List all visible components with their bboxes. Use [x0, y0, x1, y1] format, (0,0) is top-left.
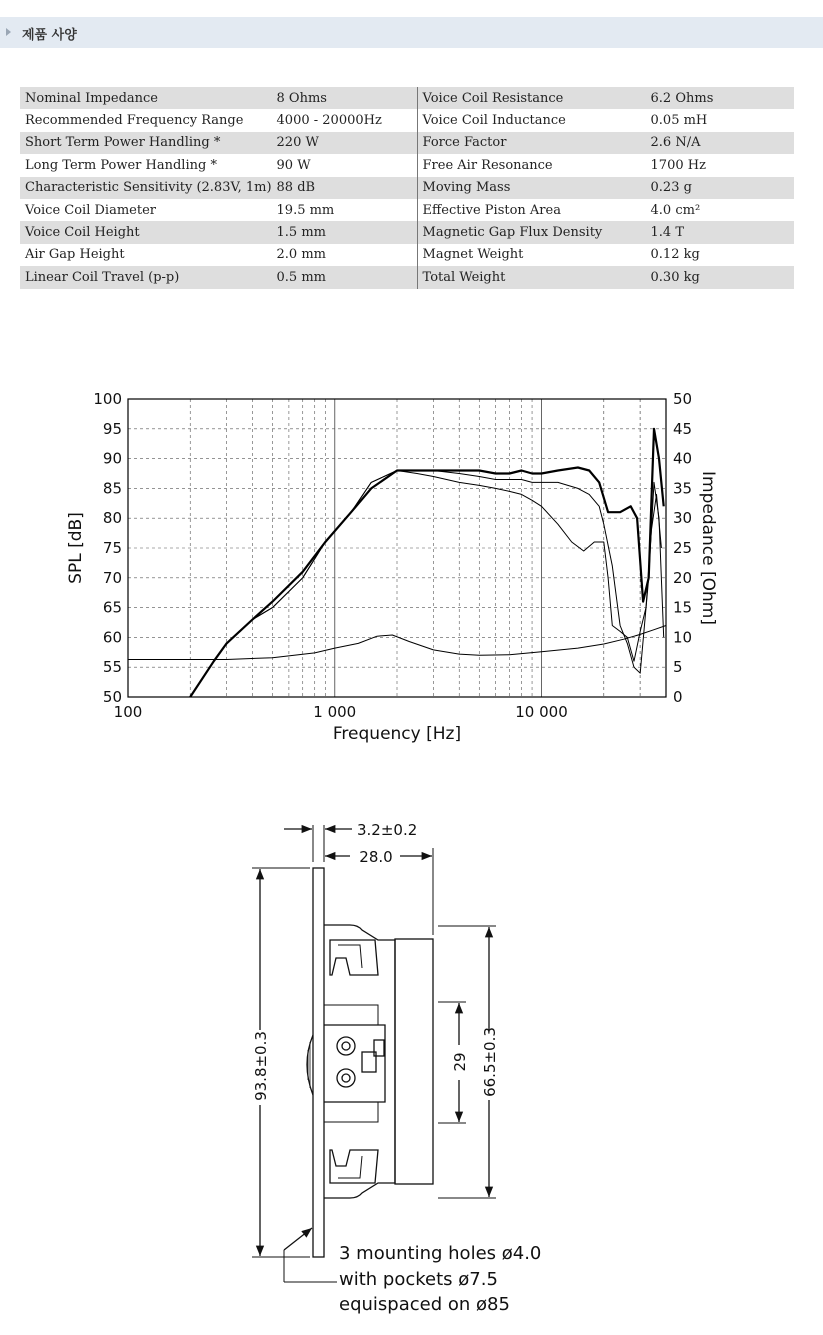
spec-value: 2.6 N/A — [646, 132, 794, 154]
spec-value: 0.23 g — [646, 177, 794, 199]
spec-value: 19.5 mm — [276, 202, 335, 218]
spec-value: 1700 Hz — [650, 157, 706, 173]
spec-value: 8 Ohms — [272, 87, 418, 109]
y-tick-label: 65 — [102, 598, 122, 617]
spec-label: Recommended Frequency Range — [25, 113, 244, 129]
spec-value: 0.30 kg — [646, 266, 794, 288]
spec-value: 0.05 mH — [650, 113, 708, 129]
note-equispaced: equispaced on ø85 — [339, 1294, 510, 1315]
dim-body-height: 66.5±0.3 — [481, 1027, 499, 1097]
spec-label: Force Factor — [417, 132, 646, 154]
x-tick-label: 1 000 — [313, 703, 357, 721]
spec-label: Total Weight — [417, 266, 646, 288]
y-tick-label: 55 — [102, 658, 122, 677]
y2-axis-label: Impedance [Ohm] — [698, 471, 718, 625]
spec-label: Magnetic Gap Flux Density — [417, 221, 646, 243]
spec-value: 0.12 kg — [650, 247, 700, 263]
dim-flange-thickness: 3.2±0.2 — [357, 821, 418, 839]
section-title: 제품 사양 — [22, 28, 77, 43]
spec-label: Free Air Resonance — [417, 154, 646, 176]
y-tick-label: 60 — [102, 628, 122, 647]
spec-value: 1.4 T — [646, 221, 794, 243]
spec-value: 90 W — [276, 157, 311, 173]
y2-tick-label: 40 — [673, 449, 693, 468]
spec-value: 0.5 mm — [272, 266, 418, 288]
magnet-block — [395, 939, 433, 1184]
y-tick-label: 75 — [102, 539, 122, 557]
flange-plate — [313, 868, 324, 1257]
spec-label: Voice Coil Diameter — [25, 202, 156, 218]
y2-tick-label: 30 — [673, 509, 693, 528]
x-tick-label: 100 — [113, 703, 143, 721]
y-tick-label: 90 — [102, 449, 122, 468]
spec-value: 2.0 mm — [276, 247, 326, 263]
y-tick-label: 80 — [102, 509, 122, 528]
spec-value: 220 W — [272, 132, 418, 154]
spec-value: 88 dB — [272, 177, 418, 199]
y2-tick-label: 0 — [673, 688, 683, 706]
spec-label: Voice Coil Resistance — [417, 87, 646, 109]
x-axis-label: Frequency [Hz] — [332, 724, 462, 744]
spec-label: Effective Piston Area — [417, 199, 646, 221]
spec-value: 4000 - 20000Hz — [276, 113, 382, 129]
spec-value: 1.5 mm — [272, 221, 418, 243]
dim-terminal-spacing: 29 — [451, 1052, 469, 1072]
spec-label: Voice Coil Inductance — [417, 109, 646, 131]
spec-label: Air Gap Height — [25, 247, 125, 263]
spec-value: 6.2 Ohms — [646, 87, 794, 109]
spec-label: Moving Mass — [417, 177, 646, 199]
y-tick-label: 100 — [93, 390, 122, 408]
y2-tick-label: 10 — [673, 628, 693, 647]
terminal-2 — [337, 1069, 355, 1087]
terminal-1 — [337, 1037, 355, 1055]
note-pockets: with pockets ø7.5 — [339, 1269, 498, 1290]
x-tick-label: 10 000 — [515, 703, 568, 721]
spec-label: Magnet Weight — [417, 244, 646, 266]
y2-tick-label: 5 — [673, 658, 683, 677]
spec-label: Voice Coil Height — [20, 221, 272, 243]
y-tick-label: 85 — [102, 479, 122, 498]
dim-overall-height: 93.8±0.3 — [252, 1031, 270, 1101]
spec-label: Linear Coil Travel (p-p) — [20, 266, 272, 288]
spec-label: Characteristic Sensitivity (2.83V, 1m) — [20, 177, 272, 199]
y2-tick-label: 35 — [673, 479, 693, 498]
note-mounting-holes: 3 mounting holes ø4.0 — [339, 1243, 542, 1264]
y2-tick-label: 25 — [673, 539, 693, 557]
spec-label: Short Term Power Handling * — [20, 132, 272, 154]
y-tick-label: 70 — [102, 568, 122, 587]
spec-value: 4.0 cm² — [650, 202, 701, 218]
spec-label: Long Term Power Handling * — [25, 157, 217, 173]
y-axis-label: SPL [dB] — [66, 512, 86, 584]
y2-tick-label: 15 — [673, 598, 693, 617]
y2-tick-label: 50 — [673, 390, 693, 408]
y2-tick-label: 20 — [673, 568, 693, 587]
y-tick-label: 50 — [102, 688, 122, 706]
y-tick-label: 95 — [102, 419, 122, 438]
y2-tick-label: 45 — [673, 419, 693, 438]
spec-label: Nominal Impedance — [20, 87, 272, 109]
dim-depth: 28.0 — [359, 848, 393, 866]
